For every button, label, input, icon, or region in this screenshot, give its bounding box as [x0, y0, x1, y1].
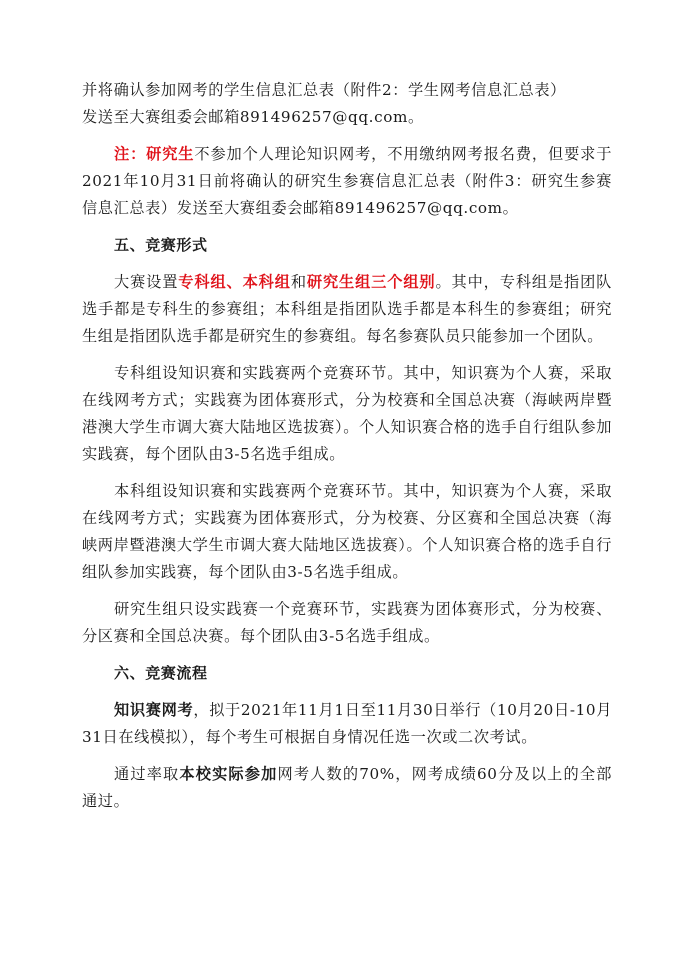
section-6-paragraph-2	[82, 761, 612, 815]
text-run: 大赛设置	[114, 273, 179, 291]
text-and: 和	[290, 273, 307, 291]
text-run: 网考人数的70%，网考成绩60分及以上的全部通过。	[82, 765, 612, 810]
note-label: 注：研究生	[114, 145, 195, 163]
continuation-line-2: 发送至大赛组委会邮箱891496257@qq.com。	[82, 108, 424, 126]
text-run: ，拟于2021年11月1日至11月30日举行（10月20日-10月31日在线模拟），每个考生可根据自身情况任选一次或二次考试。	[82, 701, 613, 746]
section-5-paragraph-3: 本科组设知识赛和实践赛两个竞赛环节。其中，知识赛为个人赛，采取在线网考方式；实践赛为团体赛形式，分为校赛、分区赛和全国总决赛（海峡两岸暨港澳大学生市调大赛大陆地区选拔赛）。个人知识赛合格的选手自行组队参加实践赛，每个团队由3-5名选手组成。	[82, 482, 612, 581]
section-5-heading: 五、竞赛形式	[114, 236, 208, 254]
document-page	[82, 77, 612, 815]
section-6-paragraph-1	[82, 697, 612, 751]
knowledge-exam-label: 知识赛网考	[114, 701, 194, 719]
highlight-undergrad: 本科组	[242, 273, 291, 291]
section-6-heading: 六、竞赛流程	[114, 664, 208, 682]
continuation-line-1: 并将确认参加网考的学生信息汇总表（附件2：学生网考信息汇总表）	[82, 81, 566, 99]
section-5-paragraph-2: 专科组设知识赛和实践赛两个竞赛环节。其中，知识赛为个人赛，采取在线网考方式；实践赛为团体赛形式，分为校赛和全国总决赛（海峡两岸暨港澳大学生市调大赛大陆地区选拔赛）。个人知识赛合格的选手自行组队参加实践赛，每个团队由3-5名选手组成。	[82, 364, 612, 463]
text-run: 。其中，专科组是指团队选手都是专科生的参赛组；本科组是指团队选手都是本科生的参赛组；研究生组是指团队选手都是研究生的参赛组。每名参赛队员只能参加一个团队。	[82, 273, 612, 345]
actual-participation-label: 本校实际参加	[179, 765, 278, 783]
highlight-sep: 、	[226, 273, 243, 291]
paragraph-continuation	[82, 77, 612, 131]
section-5-paragraph-1	[82, 269, 612, 350]
note-paragraph	[82, 141, 612, 222]
section-5-paragraph-4: 研究生组只设实践赛一个竞赛环节，实践赛为团体赛形式，分为校赛、分区赛和全国总决赛。每个团队由3-5名选手组成。	[82, 600, 612, 645]
text-run: 通过率取	[114, 765, 180, 783]
highlight-graduate: 研究生组三个组别	[306, 273, 436, 291]
highlight-junior-college: 专科组	[178, 273, 227, 291]
note-text: 不参加个人理论知识网考，不用缴纳网考报名费，但要求于2021年10月31日前将确认的研究生参赛信息汇总表（附件3：研究生参赛信息汇总表）发送至大赛组委会邮箱891496257@qq.com。	[82, 145, 612, 217]
